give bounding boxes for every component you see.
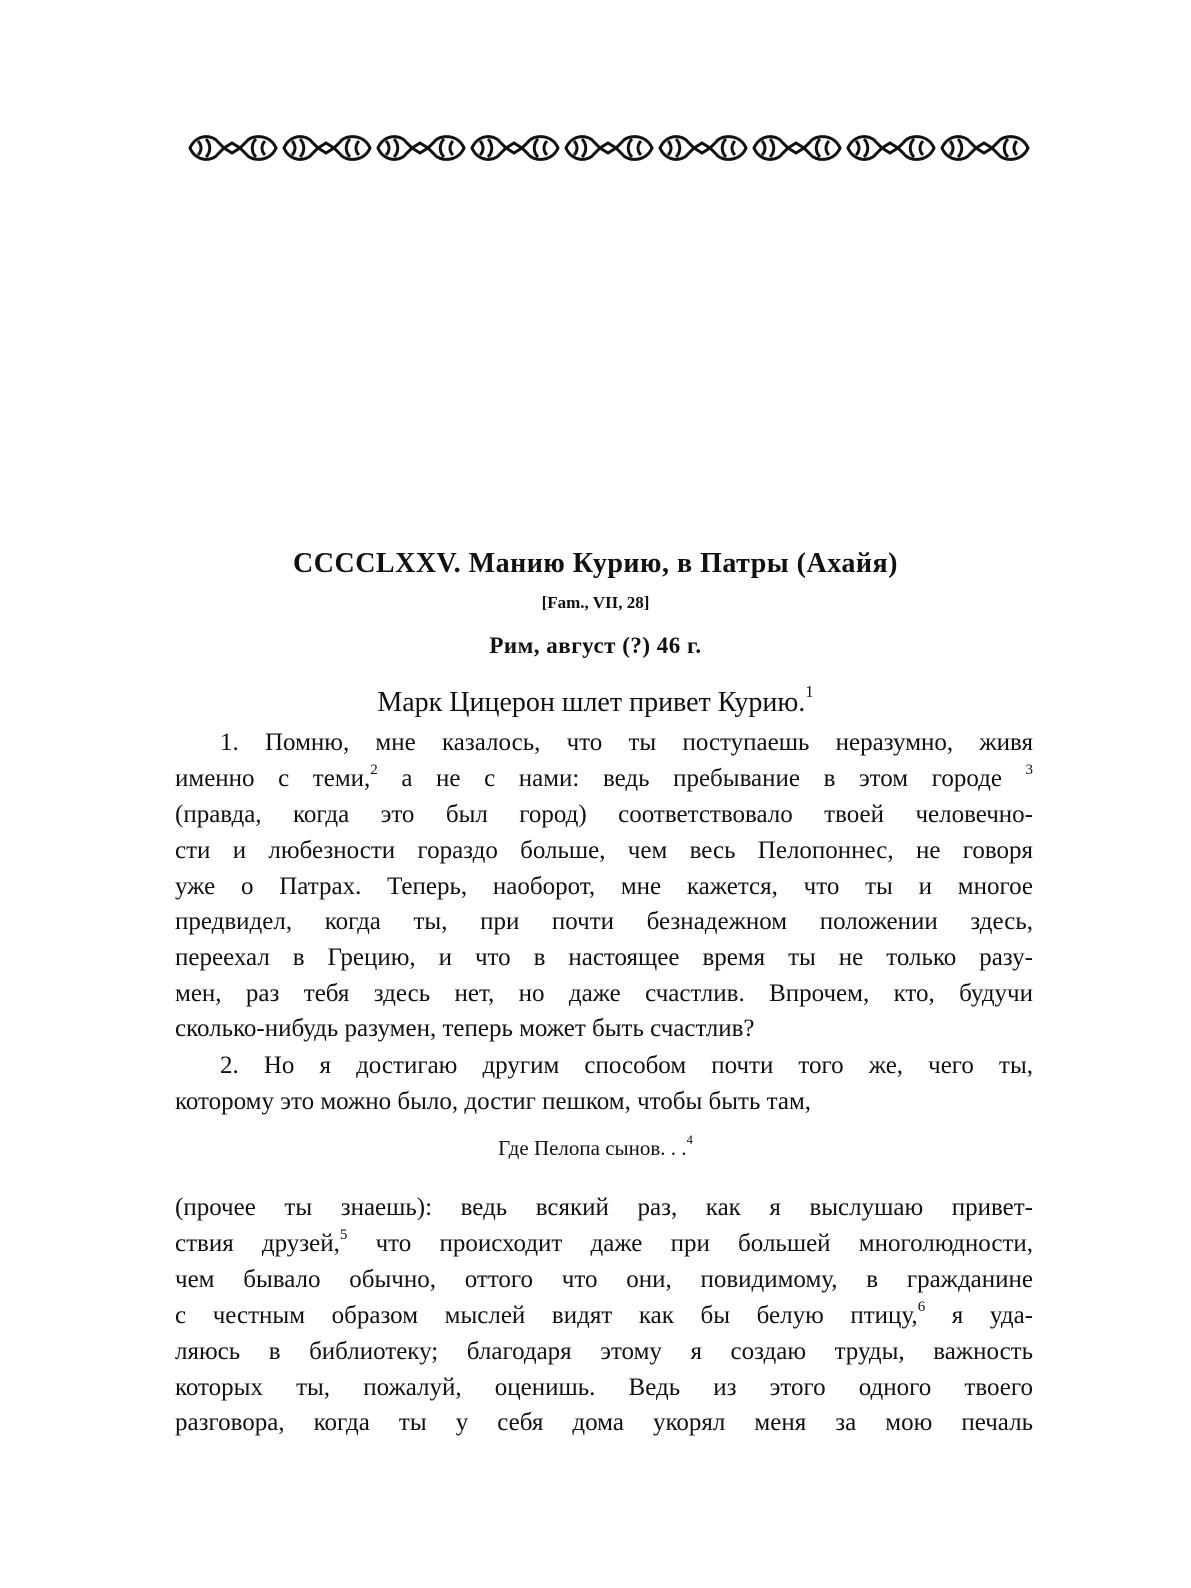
text-line <box>175 1226 1034 1259</box>
ornament-motif <box>284 137 370 160</box>
letter-salutation <box>0 682 1191 719</box>
text-line: уже о Патрах. Теперь, наоборот, мне кажется, что ты и многое <box>175 873 1033 900</box>
footnote-marker: 2 <box>370 761 378 778</box>
ornament-motif <box>566 137 652 160</box>
ornament-motif <box>660 137 746 160</box>
footnote-marker: 5 <box>339 1226 348 1243</box>
text-line: мен, раз тебя здесь нет, но даже счастлив. Впрочем, кто, будучи <box>175 980 1033 1007</box>
text-fragment: я уда- <box>925 1302 1033 1329</box>
text-line: (правда, когда это был город) соответствовало твоей человечно- <box>175 801 1033 828</box>
text-line: 2. Но я достигаю другим способом почти того же, чего ты, <box>220 1052 1033 1079</box>
verse-quote <box>0 1133 1191 1161</box>
letter-title: CCCCLXXV. Манию Курию, в Патры (Ахайя) <box>293 548 898 579</box>
salutation-text: Марк Цицерон шлет привет Курию. <box>377 687 806 718</box>
ornament-motif <box>190 137 276 160</box>
text-fragment: с честным образом мыслей видят как бы белую птицу, <box>175 1302 918 1329</box>
text-line: (прочее ты знаешь): ведь всякий раз, как я выслушаю привет- <box>175 1194 1033 1221</box>
ornament-motif <box>942 137 1028 160</box>
ornament-motif <box>754 137 840 160</box>
letter-date: Рим, август (?) 46 г. <box>489 633 702 658</box>
footnote-marker: 1 <box>805 682 814 702</box>
text-line: ляюсь в библиотеку; благодаря этому я создаю труды, важность <box>175 1338 1033 1365</box>
text-line: чем бывало обычно, оттого что они, повидимому, в гражданине <box>175 1266 1033 1293</box>
ornament-motif <box>848 137 934 160</box>
text-line: предвидел, когда ты, при почти безнадежном положении здесь, <box>175 908 1033 935</box>
text-line: переехал в Грецию, и что в настоящее время ты не только разу- <box>175 944 1033 971</box>
text-fragment: ствия друзей, <box>175 1230 340 1257</box>
text-line: сти и любезности гораздо больше, чем весь Пелопоннес, не говоря <box>175 837 1033 864</box>
text-line: которых ты, пожалуй, оценишь. Ведь из этого одного твоего <box>175 1374 1033 1401</box>
footnote-marker: 6 <box>917 1298 926 1315</box>
ornament-motif <box>378 137 464 160</box>
text-line <box>175 761 1034 794</box>
text-line: которому это можно было, достиг пешком, чтобы быть там, <box>175 1088 812 1115</box>
text-line: 1. Помню, мне казалось, что ты поступаешь неразумно, живя <box>220 729 1033 756</box>
quote-text: Где Пелопа сынов. . . <box>498 1136 687 1160</box>
letter-reference: [Fam., VII, 28] <box>541 593 650 612</box>
text-fragment: именно с теми, <box>175 765 371 792</box>
footnote-marker: 4 <box>686 1133 693 1148</box>
text-line: сколько-нибудь разумен, теперь может быть счастлив? <box>175 1015 755 1042</box>
ornament-motif <box>472 137 558 160</box>
text-line: разговора, когда ты у себя дома укорял меня за мою печаль <box>175 1409 1033 1436</box>
text-fragment: а не с нами: ведь пребывание в этом городе <box>377 765 1002 792</box>
decorative-border-icon <box>186 128 1032 168</box>
text-line <box>175 1298 1033 1331</box>
text-fragment: что происходит даже при большей многолюдности, <box>347 1230 1034 1257</box>
footnote-marker: 3 <box>1025 761 1034 778</box>
